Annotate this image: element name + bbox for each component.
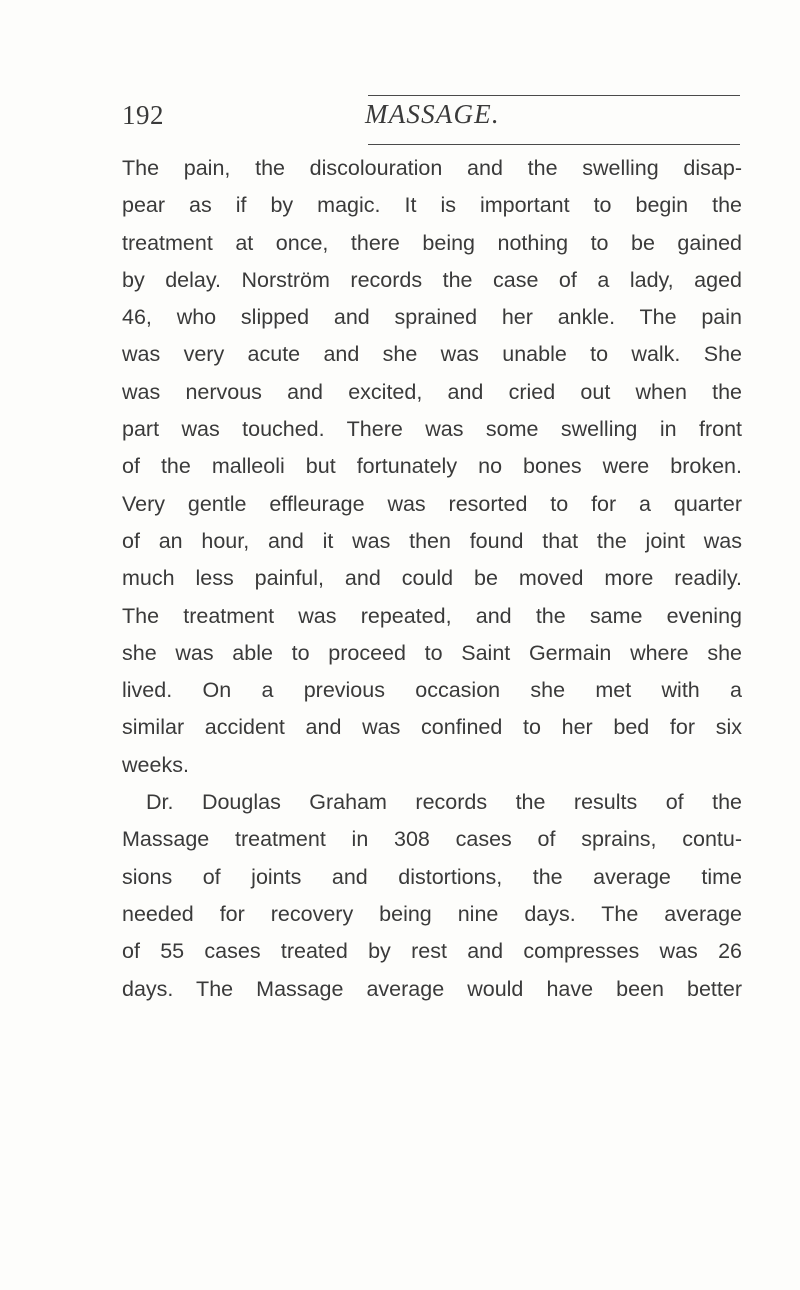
text-line: much less painful, and could be moved more readily. [122,566,742,591]
text-line: part was touched. There was some swelling in front [122,417,742,442]
text-line: Dr. Douglas Graham records the results of the [146,790,742,815]
text-line: Very gentle effleurage was resorted to for a quarter [122,491,742,516]
page-number: 192 [122,100,164,130]
header-top-rule [368,95,740,96]
text-line: of 55 cases treated by rest and compresses was 26 [122,939,742,964]
text-line: was nervous and excited, and cried out when the [122,379,742,404]
running-title: MASSAGE. [365,99,500,129]
text-line: of the malleoli but fortunately no bones were broken. [122,454,742,479]
body-text [122,150,742,1008]
text-line: lived. On a previous occasion she met with a [122,678,742,703]
text-line: pear as if by magic. It is important to begin the [122,193,742,218]
text-line: was very acute and she was unable to walk. She [122,342,742,367]
text-line: days. The Massage average would have been better [122,976,742,1001]
header-bottom-rule [368,144,740,145]
text-line: The treatment was repeated, and the same evening [122,603,742,628]
text-line: 46, who slipped and sprained her ankle. The pain [122,305,742,330]
text-line: The pain, the discolouration and the swelling disap- [122,156,742,180]
text-line: by delay. Norström records the case of a lady, aged [122,267,742,292]
text-line: of an hour, and it was then found that the joint was [122,528,742,553]
text-line: sions of joints and distortions, the average time [122,864,742,889]
text-line: needed for recovery being nine days. The average [122,901,742,926]
text-line: treatment at once, there being nothing to be gained [122,230,742,255]
text-line: weeks. [122,752,189,777]
text-line: she was able to proceed to Saint Germain where she [122,640,742,665]
text-line: Massage treatment in 308 cases of sprains, contu- [122,827,742,852]
text-line: similar accident and was confined to her bed for six [122,715,742,740]
